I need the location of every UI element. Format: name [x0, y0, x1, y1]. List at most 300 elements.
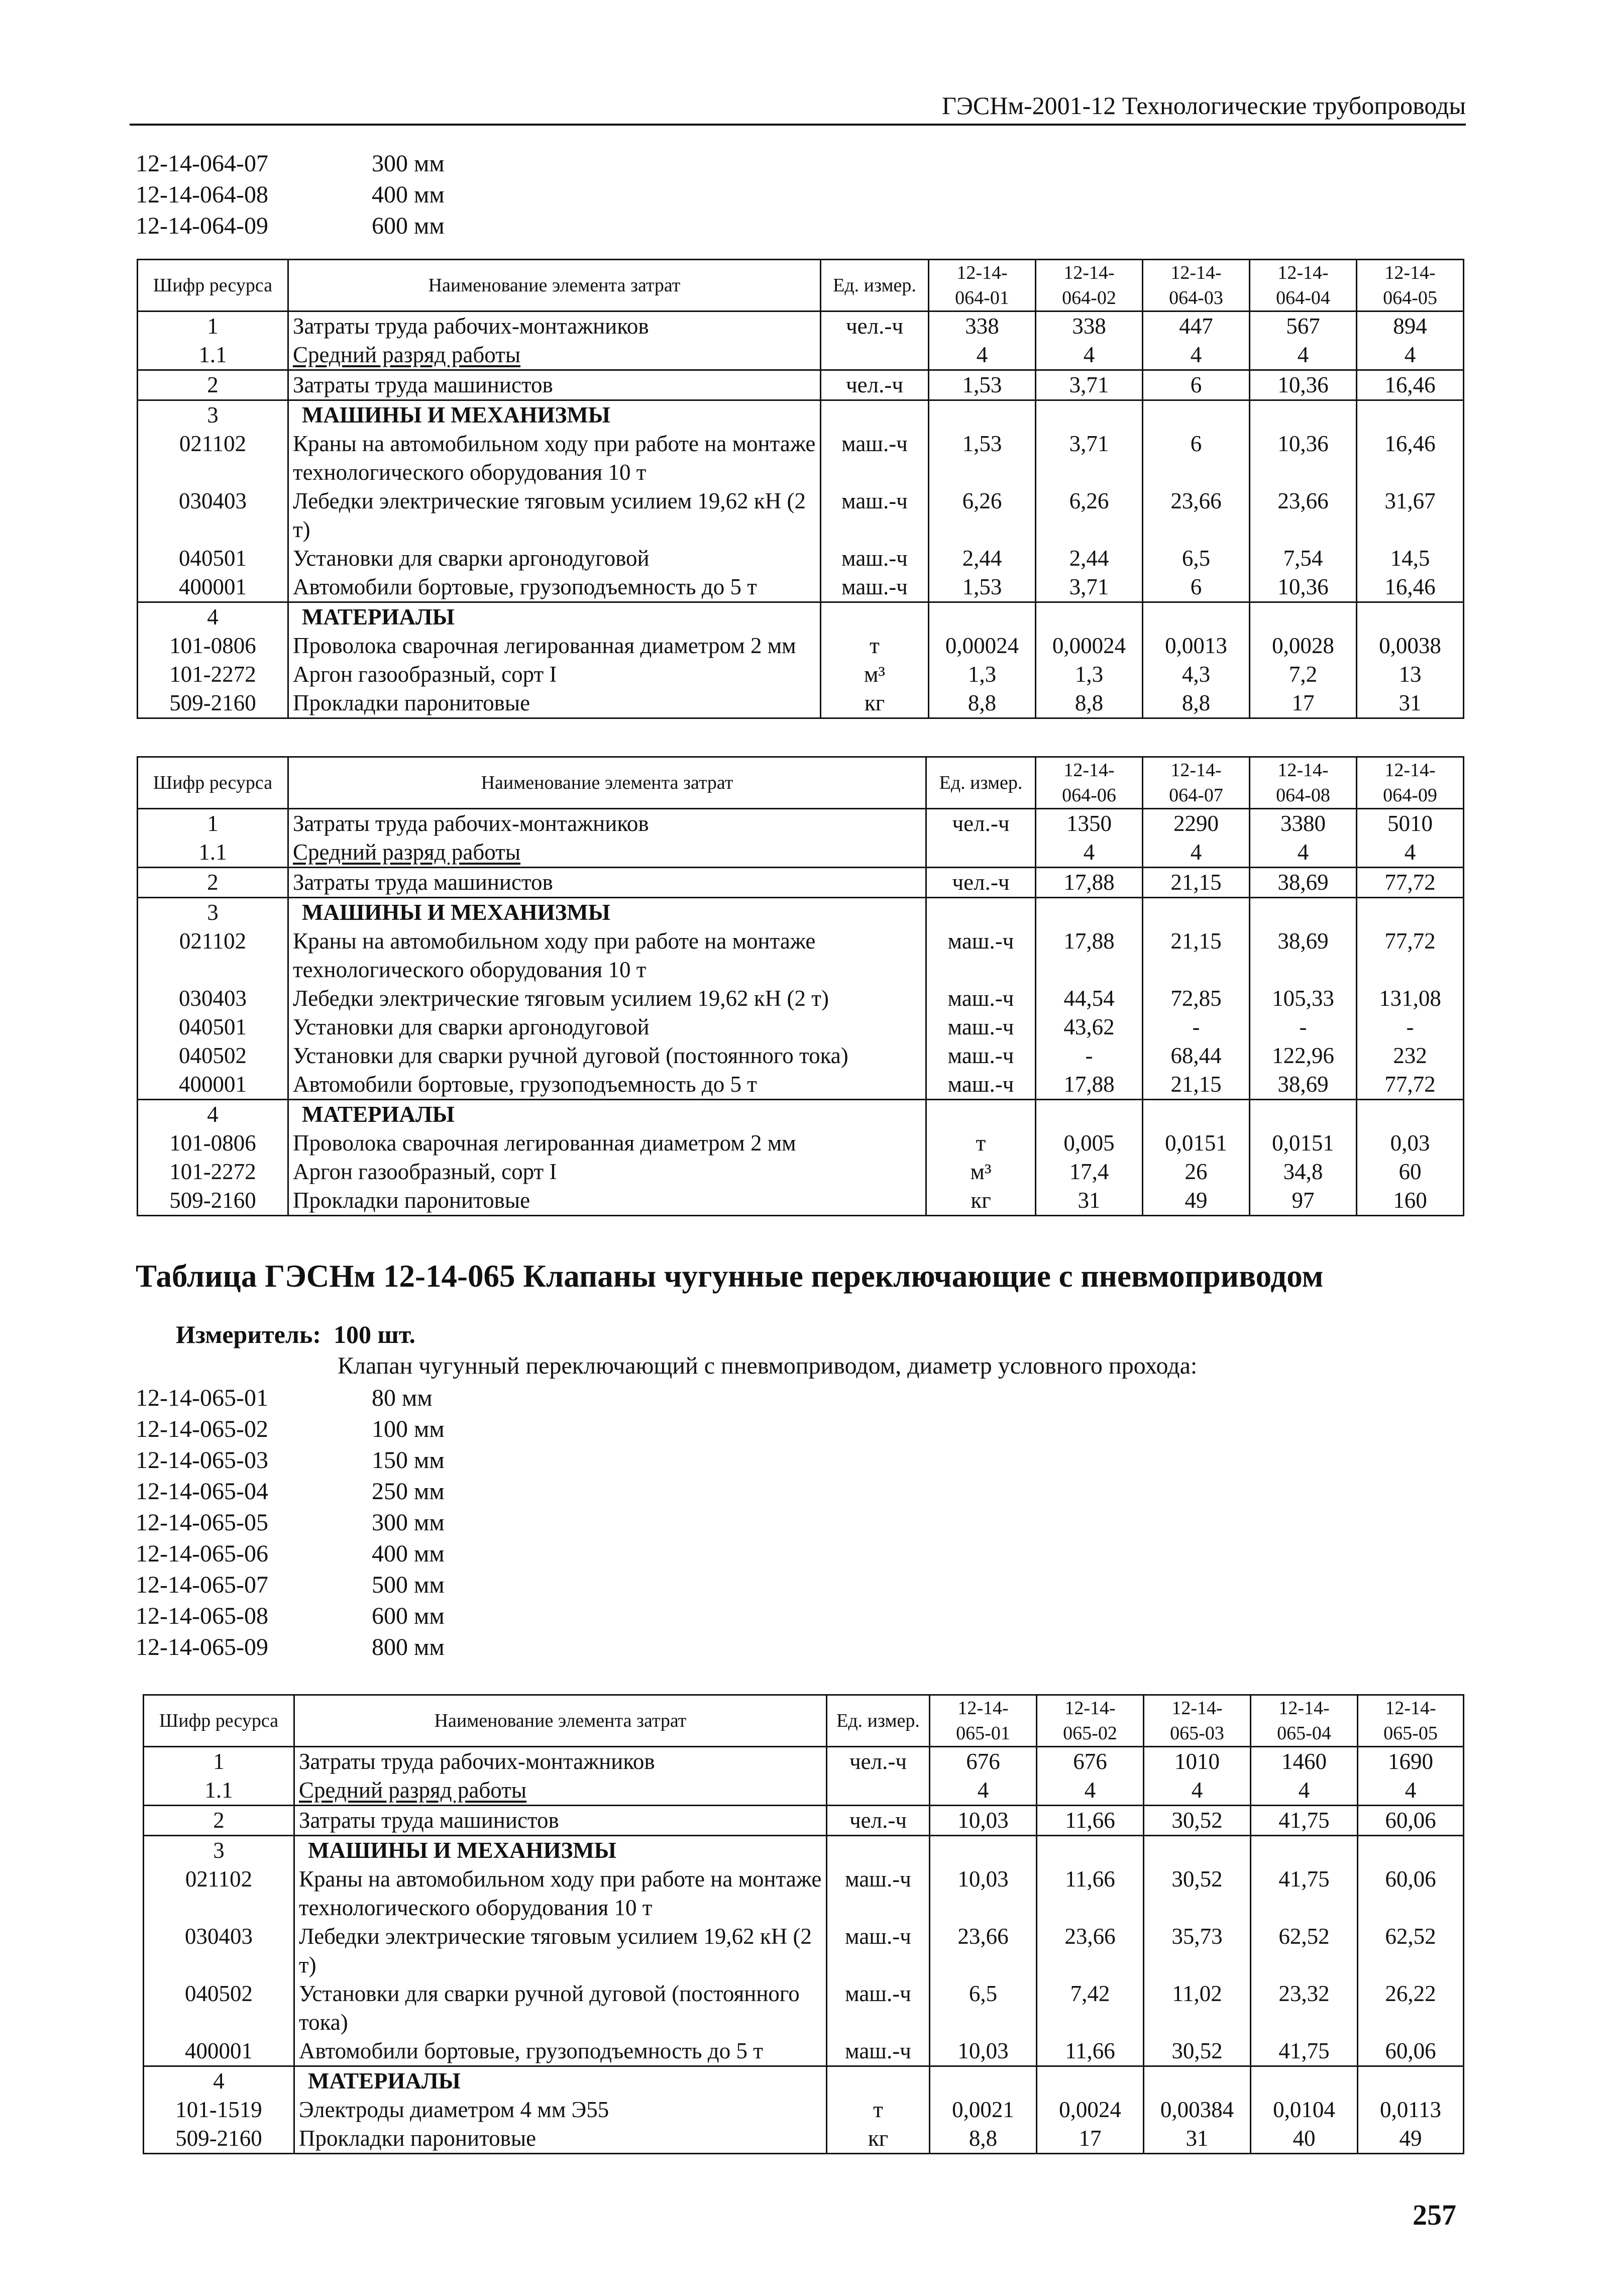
- cell-cost-element: Аргон газообразный, сорт I: [288, 660, 821, 689]
- cell-cost-element: Затраты труда рабочих-монтажников: [294, 1747, 827, 1777]
- cell-value: -: [1250, 1013, 1357, 1041]
- cell-value: 4: [1037, 1776, 1144, 1806]
- variant-code: 12-14-065-07: [136, 1572, 268, 1598]
- cell-value: 77,72: [1357, 1070, 1464, 1100]
- cell-unit: кг: [821, 689, 929, 718]
- header-norm-code: 12-14- 064-07: [1143, 757, 1250, 809]
- cell-value: 4: [1144, 1776, 1251, 1806]
- cell-value: [1036, 400, 1143, 430]
- cell-value: [1358, 1836, 1464, 1865]
- variant-list-064: [136, 148, 445, 242]
- cell-unit: маш.-ч: [926, 1041, 1036, 1070]
- header-unit: Ед. измер.: [827, 1695, 930, 1747]
- cell-unit: [827, 1776, 930, 1806]
- table-row: [138, 573, 1464, 602]
- cell-value: 4: [1251, 1776, 1358, 1806]
- cell-value: 62,52: [1358, 1922, 1464, 1979]
- cell-value: 60,06: [1358, 1806, 1464, 1836]
- cell-value: [1143, 1100, 1250, 1129]
- cell-cost-element: Краны на автомобильном ходу при работе на монтаже технологического оборудования 10 т: [294, 1865, 827, 1922]
- table-row: [138, 868, 1464, 898]
- cell-value: 11,66: [1037, 1865, 1144, 1922]
- cell-value: 34,8: [1250, 1158, 1357, 1186]
- cell-cost-element: Средний разряд работы: [288, 341, 821, 370]
- cell-value: 14,5: [1357, 544, 1464, 573]
- cell-value: [1357, 898, 1464, 927]
- cell-value: [1143, 898, 1250, 927]
- variant-list-065: [136, 1383, 445, 1663]
- cell-cost-element: Установки для сварки ручной дуговой (постоянного тока): [294, 1979, 827, 2037]
- cell-value: 4: [1358, 1776, 1464, 1806]
- table-header-row: [138, 260, 1464, 311]
- table-row: [144, 1922, 1464, 1979]
- cell-value: 8,8: [1143, 689, 1250, 718]
- variant-row: [136, 179, 445, 211]
- cell-unit: [821, 400, 929, 430]
- cell-cost-element: Затраты труда рабочих-монтажников: [288, 311, 821, 341]
- cell-resource-code: 400001: [144, 2037, 294, 2066]
- cell-value: 41,75: [1251, 2037, 1358, 2066]
- header-norm-code: 12-14- 065-04: [1251, 1695, 1358, 1747]
- variant-row: [136, 1538, 445, 1570]
- cell-value: 6: [1143, 430, 1250, 487]
- cell-resource-code: 040502: [138, 1041, 288, 1070]
- cell-value: [929, 400, 1036, 430]
- variant-row: [136, 1570, 445, 1601]
- cell-value: 0,00024: [929, 632, 1036, 660]
- cell-value: 41,75: [1251, 1865, 1358, 1922]
- cell-value: 338: [929, 311, 1036, 341]
- cell-value: 6,26: [1036, 487, 1143, 544]
- variant-size: 600 мм: [372, 1603, 445, 1629]
- cell-value: [930, 2066, 1037, 2096]
- cell-value: 11,66: [1037, 2037, 1144, 2066]
- cell-value: -: [1143, 1013, 1250, 1041]
- cell-value: 160: [1357, 1186, 1464, 1216]
- cell-value: 49: [1143, 1186, 1250, 1216]
- cell-cost-element: Прокладки паронитовые: [294, 2124, 827, 2154]
- cell-value: 1,53: [929, 430, 1036, 487]
- cell-unit: [926, 898, 1036, 927]
- cell-value: 0,0038: [1357, 632, 1464, 660]
- cell-value: 1,53: [929, 370, 1036, 400]
- variant-row: [136, 1414, 445, 1445]
- cell-cost-element: Краны на автомобильном ходу при работе на монтаже технологического оборудования 10 т: [288, 430, 821, 487]
- table-row: [144, 1979, 1464, 2037]
- variant-code: 12-14-065-02: [136, 1416, 268, 1442]
- cell-unit: [827, 2066, 930, 2096]
- cell-value: 21,15: [1143, 927, 1250, 984]
- variant-row: [136, 211, 445, 242]
- cell-unit: маш.-ч: [821, 430, 929, 487]
- cell-value: 232: [1357, 1041, 1464, 1070]
- cell-value: 60: [1357, 1158, 1464, 1186]
- header-norm-code: 12-14- 064-01: [929, 260, 1036, 311]
- cell-value: 62,52: [1251, 1922, 1358, 1979]
- variant-size: 600 мм: [372, 213, 445, 239]
- cell-unit: маш.-ч: [926, 1070, 1036, 1100]
- variant-size: 100 мм: [372, 1416, 445, 1442]
- table-row: [144, 1806, 1464, 1836]
- cell-value: 10,03: [930, 2037, 1037, 2066]
- cell-value: 72,85: [1143, 984, 1250, 1013]
- header-unit: Ед. измер.: [821, 260, 929, 311]
- cell-value: [1144, 1836, 1251, 1865]
- cell-value: 10,36: [1250, 370, 1357, 400]
- cell-value: 10,36: [1250, 430, 1357, 487]
- header-norm-code: 12-14- 064-06: [1036, 757, 1143, 809]
- cell-value: 567: [1250, 311, 1357, 341]
- table-row: [138, 689, 1464, 718]
- cell-value: [1036, 602, 1143, 632]
- meter-label: Измеритель:: [176, 1320, 321, 1348]
- cell-unit: маш.-ч: [827, 2037, 930, 2066]
- variant-code: 12-14-064-07: [136, 150, 268, 177]
- cell-cost-element: Затраты труда рабочих-монтажников: [288, 809, 926, 839]
- header-cost-element: Наименование элемента затрат: [288, 757, 926, 809]
- cell-value: 4: [930, 1776, 1037, 1806]
- cell-unit: чел.-ч: [821, 370, 929, 400]
- cell-value: 17,4: [1036, 1158, 1143, 1186]
- cell-value: 0,005: [1036, 1129, 1143, 1158]
- meter-value: 100 шт.: [334, 1320, 416, 1348]
- cell-value: [1143, 602, 1250, 632]
- table-row: [138, 1186, 1464, 1216]
- cell-value: 16,46: [1357, 370, 1464, 400]
- cell-unit: т: [827, 2096, 930, 2124]
- cell-unit: маш.-ч: [926, 927, 1036, 984]
- cell-cost-element: Аргон газообразный, сорт I: [288, 1158, 926, 1186]
- cell-unit: маш.-ч: [821, 544, 929, 573]
- variant-code: 12-14-065-03: [136, 1447, 268, 1474]
- cell-value: [1357, 400, 1464, 430]
- header-norm-code: 12-14- 064-09: [1357, 757, 1464, 809]
- header-norm-code: 12-14- 065-01: [930, 1695, 1037, 1747]
- variant-row: [136, 1383, 445, 1414]
- header-resource-code: Шифр ресурса: [138, 757, 288, 809]
- cell-value: 8,8: [929, 689, 1036, 718]
- table-row: [138, 400, 1464, 430]
- cell-value: 4: [1250, 341, 1357, 370]
- cell-unit: [821, 341, 929, 370]
- table-row: [138, 838, 1464, 868]
- variant-row: [136, 1476, 445, 1507]
- cell-resource-code: 4: [144, 2066, 294, 2096]
- cell-unit: маш.-ч: [821, 573, 929, 602]
- cell-cost-element: Автомобили бортовые, грузоподъемность до 5 т: [288, 1070, 926, 1100]
- cell-value: 68,44: [1143, 1041, 1250, 1070]
- cell-value: 35,73: [1144, 1922, 1251, 1979]
- cell-unit: [827, 1836, 930, 1865]
- cell-unit: маш.-ч: [926, 984, 1036, 1013]
- cell-value: 0,0104: [1251, 2096, 1358, 2124]
- cell-cost-element: Затраты труда машинистов: [288, 370, 821, 400]
- cell-unit: т: [821, 632, 929, 660]
- cell-cost-element: Затраты труда машинистов: [288, 868, 926, 898]
- cell-value: [1250, 400, 1357, 430]
- cell-value: 3380: [1250, 809, 1357, 839]
- cell-value: 4: [1250, 838, 1357, 868]
- cell-value: 1690: [1358, 1747, 1464, 1777]
- cell-resource-code: 030403: [138, 487, 288, 544]
- cell-resource-code: 3: [138, 898, 288, 927]
- cell-value: [1143, 400, 1250, 430]
- cell-cost-element: Электроды диаметром 4 мм Э55: [294, 2096, 827, 2124]
- table-row: [144, 2096, 1464, 2124]
- table-row: [138, 1129, 1464, 1158]
- cell-resource-code: 1: [138, 311, 288, 341]
- cell-value: 10,36: [1250, 573, 1357, 602]
- cell-cost-element: Установки для сварки аргонодуговой: [288, 544, 821, 573]
- cell-value: 3,71: [1036, 430, 1143, 487]
- cell-unit: маш.-ч: [827, 1865, 930, 1922]
- cell-unit: маш.-ч: [827, 1979, 930, 2037]
- cell-value: 23,66: [1037, 1922, 1144, 1979]
- variant-code: 12-14-065-09: [136, 1634, 268, 1660]
- cell-cost-element: Автомобили бортовые, грузоподъемность до 5 т: [288, 573, 821, 602]
- cell-value: 6,5: [1143, 544, 1250, 573]
- cell-value: 0,0113: [1358, 2096, 1464, 2124]
- header-unit: Ед. измер.: [926, 757, 1036, 809]
- cell-value: -: [1036, 1041, 1143, 1070]
- cell-value: -: [1357, 1013, 1464, 1041]
- cell-resource-code: 1: [144, 1747, 294, 1777]
- cell-value: 6,5: [930, 1979, 1037, 2037]
- variant-code: 12-14-065-01: [136, 1385, 268, 1411]
- table-row: [138, 1100, 1464, 1129]
- cell-value: 6: [1143, 573, 1250, 602]
- variant-size: 80 мм: [372, 1385, 433, 1411]
- cell-cost-element: Прокладки паронитовые: [288, 1186, 926, 1216]
- cell-value: 23,66: [930, 1922, 1037, 1979]
- cell-value: 38,69: [1250, 1070, 1357, 1100]
- variant-size: 400 мм: [372, 181, 445, 208]
- header-norm-code: 12-14- 064-08: [1250, 757, 1357, 809]
- cell-value: 38,69: [1250, 868, 1357, 898]
- cell-value: 13: [1357, 660, 1464, 689]
- cell-value: 1,3: [929, 660, 1036, 689]
- table-row: [144, 1776, 1464, 1806]
- cell-value: 60,06: [1358, 2037, 1464, 2066]
- header-norm-code: 12-14- 064-02: [1036, 260, 1143, 311]
- cell-resource-code: 040501: [138, 1013, 288, 1041]
- cell-value: 16,46: [1357, 573, 1464, 602]
- header-cost-element: Наименование элемента затрат: [288, 260, 821, 311]
- cell-value: 4: [1143, 341, 1250, 370]
- cell-value: 30,52: [1144, 2037, 1251, 2066]
- cell-value: [1357, 602, 1464, 632]
- cell-resource-code: 021102: [138, 430, 288, 487]
- meter-line: [176, 1319, 415, 1350]
- variant-size: 400 мм: [372, 1540, 445, 1567]
- resource-table-064-06-09: [137, 756, 1464, 1216]
- cell-value: 0,0151: [1143, 1129, 1250, 1158]
- cell-value: [1250, 898, 1357, 927]
- cell-value: 11,66: [1037, 1806, 1144, 1836]
- cell-value: 122,96: [1250, 1041, 1357, 1070]
- cell-unit: [821, 602, 929, 632]
- variant-size: 300 мм: [372, 150, 445, 177]
- cell-value: [1037, 1836, 1144, 1865]
- cell-value: [929, 602, 1036, 632]
- table-row: [138, 927, 1464, 984]
- cell-value: 8,8: [930, 2124, 1037, 2154]
- resource-table-064-01-05: [137, 259, 1464, 719]
- header-norm-code: 12-14- 065-02: [1037, 1695, 1144, 1747]
- table-row: [144, 2124, 1464, 2154]
- cell-value: 17,88: [1036, 1070, 1143, 1100]
- header-norm-code: 12-14- 065-03: [1144, 1695, 1251, 1747]
- cell-value: 3,71: [1036, 573, 1143, 602]
- cell-value: 11,02: [1144, 1979, 1251, 2037]
- table-row: [138, 1070, 1464, 1100]
- cell-cost-element: МАШИНЫ И МЕХАНИЗМЫ: [288, 898, 926, 927]
- cell-value: 3,71: [1036, 370, 1143, 400]
- variant-row: [136, 1445, 445, 1476]
- cell-value: [1250, 602, 1357, 632]
- cell-resource-code: 040502: [144, 1979, 294, 2037]
- cell-resource-code: 1: [138, 809, 288, 839]
- resource-table-065-01-05: [143, 1694, 1464, 2154]
- variant-code: 12-14-064-09: [136, 213, 268, 239]
- cell-value: 4: [1357, 838, 1464, 868]
- cell-value: [1036, 898, 1143, 927]
- cell-value: 43,62: [1036, 1013, 1143, 1041]
- cell-unit: маш.-ч: [827, 1922, 930, 1979]
- cell-value: [1251, 2066, 1358, 2096]
- cell-value: [1144, 2066, 1251, 2096]
- cell-cost-element: МАШИНЫ И МЕХАНИЗМЫ: [288, 400, 821, 430]
- cell-resource-code: 509-2160: [144, 2124, 294, 2154]
- cell-resource-code: 400001: [138, 1070, 288, 1100]
- variant-row: [136, 1632, 445, 1663]
- cell-unit: м³: [821, 660, 929, 689]
- table-row: [138, 602, 1464, 632]
- header-norm-code: 12-14- 064-05: [1357, 260, 1464, 311]
- cell-cost-element: МАТЕРИАЛЫ: [288, 602, 821, 632]
- cell-value: 0,0028: [1250, 632, 1357, 660]
- table-row: [138, 1158, 1464, 1186]
- variant-row: [136, 1601, 445, 1632]
- cell-value: 894: [1357, 311, 1464, 341]
- cell-value: 447: [1143, 311, 1250, 341]
- cell-value: 8,8: [1036, 689, 1143, 718]
- cell-resource-code: 021102: [144, 1865, 294, 1922]
- cell-value: [1251, 1836, 1358, 1865]
- cell-value: 676: [930, 1747, 1037, 1777]
- cell-value: 338: [1036, 311, 1143, 341]
- variant-code: 12-14-065-06: [136, 1540, 268, 1567]
- cell-value: 0,0021: [930, 2096, 1037, 2124]
- cell-value: 44,54: [1036, 984, 1143, 1013]
- variant-size: 300 мм: [372, 1509, 445, 1536]
- table-header-row: [138, 757, 1464, 809]
- cell-value: 41,75: [1251, 1806, 1358, 1836]
- cell-cost-element: Лебедки электрические тяговым усилием 19,62 кН (2 т): [288, 487, 821, 544]
- cell-value: 38,69: [1250, 927, 1357, 984]
- cell-value: 0,00384: [1144, 2096, 1251, 2124]
- table-row: [138, 809, 1464, 839]
- cell-cost-element: Лебедки электрические тяговым усилием 19,62 кН (2 т): [288, 984, 926, 1013]
- cell-value: 0,0151: [1250, 1129, 1357, 1158]
- cell-cost-element: Проволока сварочная легированная диаметром 2 мм: [288, 632, 821, 660]
- cell-unit: [926, 838, 1036, 868]
- cell-resource-code: 030403: [138, 984, 288, 1013]
- cell-resource-code: 509-2160: [138, 1186, 288, 1216]
- cell-unit: чел.-ч: [926, 868, 1036, 898]
- cell-value: 10,03: [930, 1806, 1037, 1836]
- cell-cost-element: Автомобили бортовые, грузоподъемность до 5 т: [294, 2037, 827, 2066]
- cell-value: 131,08: [1357, 984, 1464, 1013]
- cell-value: 7,54: [1250, 544, 1357, 573]
- cell-unit: чел.-ч: [821, 311, 929, 341]
- cell-value: 1,53: [929, 573, 1036, 602]
- cell-resource-code: 4: [138, 602, 288, 632]
- table-header-row: [144, 1695, 1464, 1747]
- cell-unit: маш.-ч: [926, 1013, 1036, 1041]
- variant-code: 12-14-065-08: [136, 1603, 268, 1629]
- cell-value: 0,0024: [1037, 2096, 1144, 2124]
- cell-value: 77,72: [1357, 868, 1464, 898]
- variant-description: Клапан чугунный переключающий с пневмоприводом, диаметр условного прохода:: [338, 1352, 1198, 1379]
- cell-resource-code: 2: [138, 370, 288, 400]
- table-row: [138, 487, 1464, 544]
- cell-value: 16,46: [1357, 430, 1464, 487]
- running-header: ГЭСНм-2001-12 Технологические трубопроводы: [130, 89, 1466, 126]
- table-row: [138, 370, 1464, 400]
- cell-resource-code: 1.1: [138, 838, 288, 868]
- cell-value: 21,15: [1143, 868, 1250, 898]
- cell-resource-code: 040501: [138, 544, 288, 573]
- cell-value: 4: [1036, 341, 1143, 370]
- cell-cost-element: МАТЕРИАЛЫ: [288, 1100, 926, 1129]
- variant-code: 12-14-065-04: [136, 1478, 268, 1505]
- cell-resource-code: 1.1: [138, 341, 288, 370]
- cell-value: [1037, 2066, 1144, 2096]
- cell-resource-code: 2: [138, 868, 288, 898]
- table-row: [144, 1747, 1464, 1777]
- table-row: [138, 430, 1464, 487]
- cell-value: 5010: [1357, 809, 1464, 839]
- cell-value: [930, 1836, 1037, 1865]
- cell-value: 4,3: [1143, 660, 1250, 689]
- header-resource-code: Шифр ресурса: [144, 1695, 294, 1747]
- cell-cost-element: МАШИНЫ И МЕХАНИЗМЫ: [294, 1836, 827, 1865]
- cell-value: 60,06: [1358, 1865, 1464, 1922]
- page-number: 257: [1413, 2199, 1456, 2231]
- cell-cost-element: МАТЕРИАЛЫ: [294, 2066, 827, 2096]
- cell-value: 49: [1358, 2124, 1464, 2154]
- cell-value: [1036, 1100, 1143, 1129]
- cell-value: 105,33: [1250, 984, 1357, 1013]
- cell-unit: чел.-ч: [926, 809, 1036, 839]
- cell-cost-element: Проволока сварочная легированная диаметром 2 мм: [288, 1129, 926, 1158]
- variant-code: 12-14-065-05: [136, 1509, 268, 1536]
- table-row: [138, 311, 1464, 341]
- cell-value: 17: [1250, 689, 1357, 718]
- cell-value: 0,00024: [1036, 632, 1143, 660]
- table-row: [144, 2066, 1464, 2096]
- variant-row: [136, 1507, 445, 1538]
- table-row: [138, 544, 1464, 573]
- cell-value: [1358, 2066, 1464, 2096]
- cell-value: 23,66: [1250, 487, 1357, 544]
- cell-value: 4: [1036, 838, 1143, 868]
- cell-value: 6: [1143, 370, 1250, 400]
- table-title: Таблица ГЭСНм 12-14-065 Клапаны чугунные переключающие с пневмоприводом: [136, 1259, 1324, 1294]
- cell-cost-element: Установки для сварки ручной дуговой (постоянного тока): [288, 1041, 926, 1070]
- cell-value: 1350: [1036, 809, 1143, 839]
